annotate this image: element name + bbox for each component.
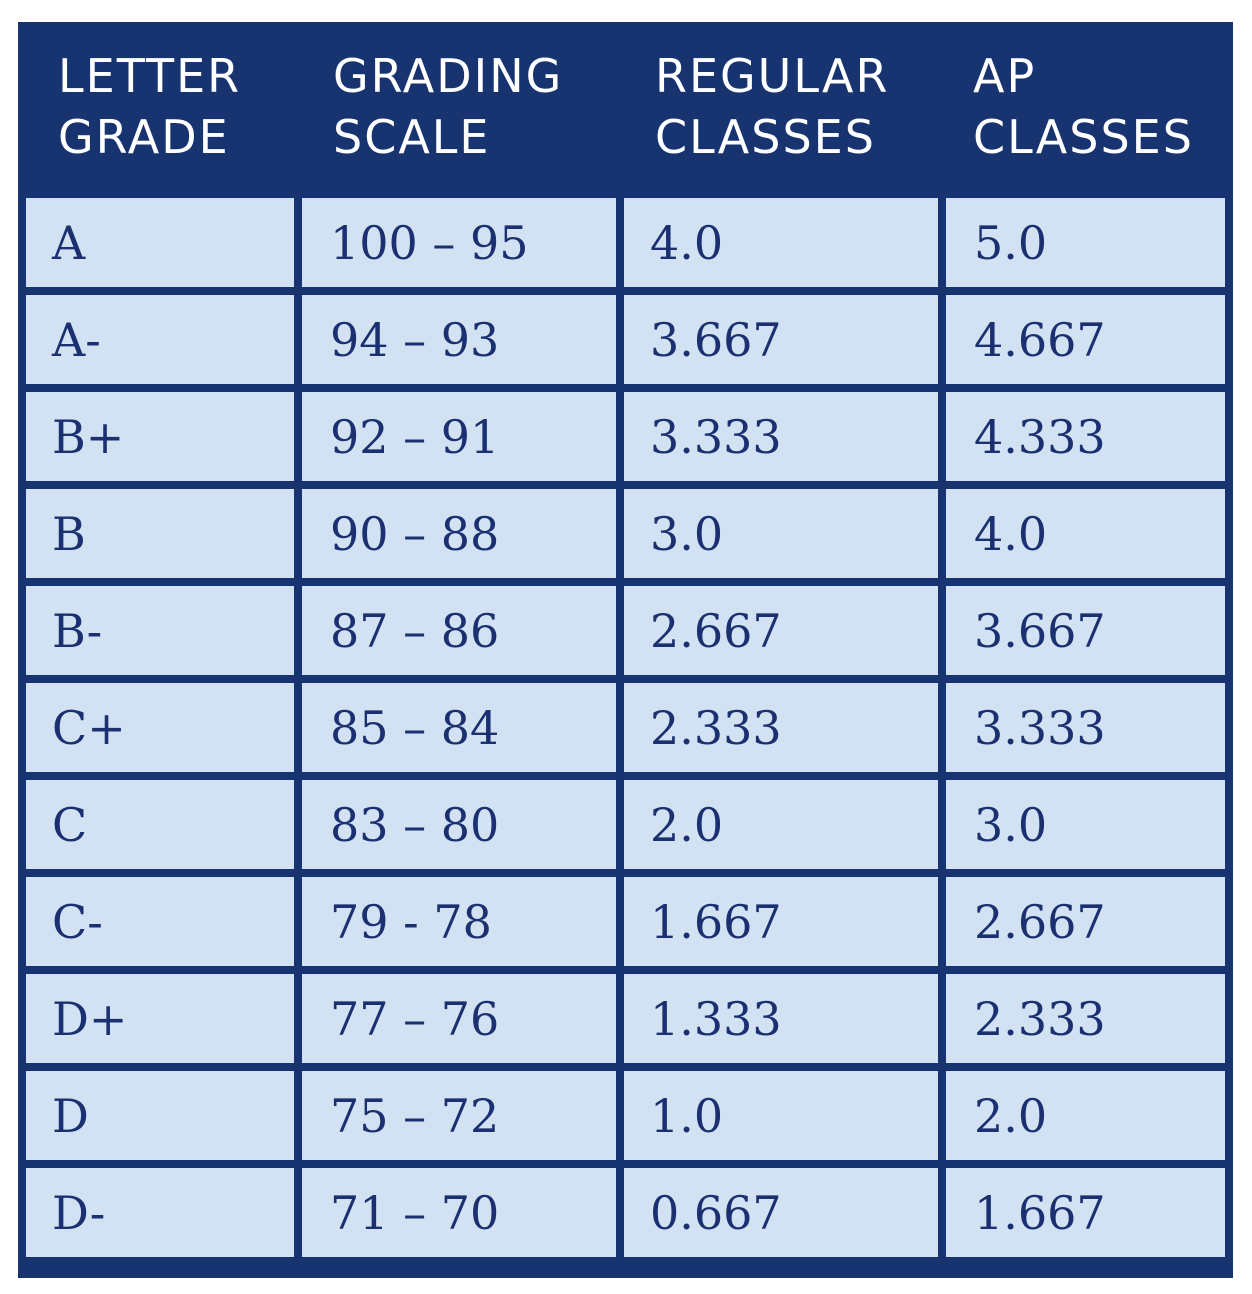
table-cell-regular-classes: 1.333	[624, 974, 938, 1063]
table-cell-ap-classes: 2.667	[946, 877, 1225, 966]
table-cell-ap-classes: 2.333	[946, 974, 1225, 1063]
table-cell-letter-grade: D	[26, 1071, 294, 1160]
table-cell-grading-scale: 79 - 78	[302, 877, 616, 966]
table-cell-grading-scale: 90 – 88	[302, 489, 616, 578]
table-cell-regular-classes: 1.667	[624, 877, 938, 966]
table-cell-letter-grade: B	[26, 489, 294, 578]
table-cell-letter-grade: C	[26, 780, 294, 869]
table-cell-letter-grade: C-	[26, 877, 294, 966]
table-cell-letter-grade: A-	[26, 295, 294, 384]
table-cell-ap-classes: 3.333	[946, 683, 1225, 772]
table-cell-ap-classes: 4.667	[946, 295, 1225, 384]
table-cell-letter-grade: C+	[26, 683, 294, 772]
table-cell-grading-scale: 85 – 84	[302, 683, 616, 772]
grading-table	[18, 22, 1233, 1278]
table-cell-letter-grade: D-	[26, 1168, 294, 1257]
table-cell-regular-classes: 3.333	[624, 392, 938, 481]
table-cell-grading-scale: 77 – 76	[302, 974, 616, 1063]
table-cell-letter-grade: B+	[26, 392, 294, 481]
table-cell-ap-classes: 3.0	[946, 780, 1225, 869]
table-cell-ap-classes: 1.667	[946, 1168, 1225, 1257]
table-cell-ap-classes: 2.0	[946, 1071, 1225, 1160]
table-cell-letter-grade: A	[26, 198, 294, 287]
table-cell-regular-classes: 2.333	[624, 683, 938, 772]
table-cell-grading-scale: 75 – 72	[302, 1071, 616, 1160]
table-cell-ap-classes: 3.667	[946, 586, 1225, 675]
header-ap-classes: AP CLASSES	[973, 49, 1194, 164]
table-cell-grading-scale: 83 – 80	[302, 780, 616, 869]
table-cell-ap-classes: 4.0	[946, 489, 1225, 578]
table-cell-grading-scale: 94 – 93	[302, 295, 616, 384]
table-cell-regular-classes: 1.0	[624, 1071, 938, 1160]
table-cell-regular-classes: 2.0	[624, 780, 938, 869]
table-cell-letter-grade: B-	[26, 586, 294, 675]
table-cell-regular-classes: 2.667	[624, 586, 938, 675]
table-cell-regular-classes: 3.0	[624, 489, 938, 578]
header-grading-scale: GRADING SCALE	[333, 49, 564, 164]
header-letter-grade: LETTER GRADE	[58, 49, 242, 164]
table-cell-ap-classes: 4.333	[946, 392, 1225, 481]
table-cell-regular-classes: 3.667	[624, 295, 938, 384]
table-cell-regular-classes: 4.0	[624, 198, 938, 287]
header-regular-classes: REGULAR CLASSES	[655, 49, 890, 164]
table-cell-grading-scale: 71 – 70	[302, 1168, 616, 1257]
table-cell-letter-grade: D+	[26, 974, 294, 1063]
table-cell-grading-scale: 100 – 95	[302, 198, 616, 287]
table-header	[18, 22, 1233, 198]
table-cell-grading-scale: 87 – 86	[302, 586, 616, 675]
table-cell-grading-scale: 92 – 91	[302, 392, 616, 481]
table-cell-regular-classes: 0.667	[624, 1168, 938, 1257]
table-cell-ap-classes: 5.0	[946, 198, 1225, 287]
